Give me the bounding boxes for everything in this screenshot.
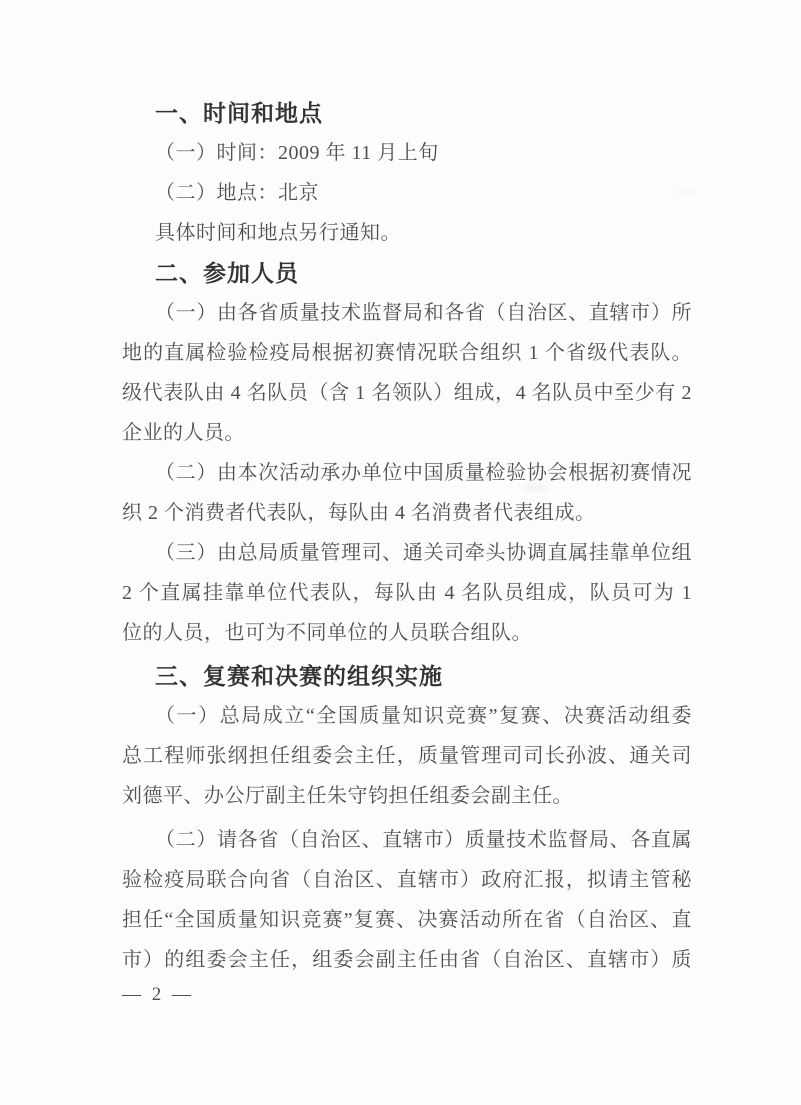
paragraph-organizing-committee: [122, 696, 692, 816]
text-line: 具体时间和地点另行通知。: [155, 222, 401, 244]
paragraph-notice: [122, 213, 692, 253]
text-line: 刘德平、办公厅副主任朱守钧担任组委会副主任。: [122, 785, 573, 807]
section-heading-participants: 二、参加人员: [155, 260, 299, 286]
text-line: （二）地点：北京: [155, 182, 319, 204]
section-heading-time-place: 一、时间和地点: [155, 100, 323, 126]
document-body: [122, 93, 692, 1008]
paragraph-place: [122, 173, 692, 213]
text-line: 位的人员，也可为不同单位的人员联合组队。: [122, 622, 532, 644]
text-line: 地的直属检验检疫局根据初赛情况联合组织 1 个省级代表队。: [122, 342, 692, 364]
text-line: （二）由本次活动承办单位中国质量检验协会根据初赛情况: [155, 462, 692, 484]
text-line: （一）时间：2009 年 11 月上旬: [155, 142, 439, 164]
text-line: 验检疫局联合向省（自治区、直辖市）政府汇报，拟请主管秘: [122, 869, 692, 891]
text-line: 担任“全国质量知识竞赛”复赛、决赛活动所在省（自治区、直: [122, 909, 692, 931]
paragraph-provincial-teams: [122, 293, 692, 453]
paragraph-affiliated-teams: [122, 533, 692, 653]
section-heading-organization: 三、复赛和决赛的组织实施: [155, 663, 443, 689]
text-line: （二）请各省（自治区、直辖市）质量技术监督局、各直属: [155, 829, 692, 851]
text-line: 企业的人员。: [122, 422, 245, 444]
paragraph-time: [122, 133, 692, 173]
text-line: 总工程师张纲担任组委会主任，质量管理司司长孙波、通关司: [122, 745, 692, 767]
text-line: 织 2 个消费者代表队，每队由 4 名消费者代表组成。: [122, 502, 596, 524]
text-line: 2 个直属挂靠单位代表队，每队由 4 名队员组成，队员可为 1: [122, 582, 692, 604]
text-line: 级代表队由 4 名队员（含 1 名领队）组成，4 名队员中至少有 2: [122, 382, 692, 404]
paragraph-provincial-committee: [122, 820, 692, 980]
page-number: — 2 —: [122, 984, 194, 1005]
text-line: （一）由各省质量技术监督局和各省（自治区、直辖市）所: [155, 302, 692, 324]
text-line: 市）的组委会主任，组委会副主任由省（自治区、直辖市）质: [122, 949, 692, 971]
text-line: （三）由总局质量管理司、通关司牵头协调直属挂靠单位组: [155, 542, 692, 564]
paragraph-consumer-teams: [122, 453, 692, 533]
text-line: （一）总局成立“全国质量知识竞赛”复赛、决赛活动组委: [155, 705, 692, 727]
